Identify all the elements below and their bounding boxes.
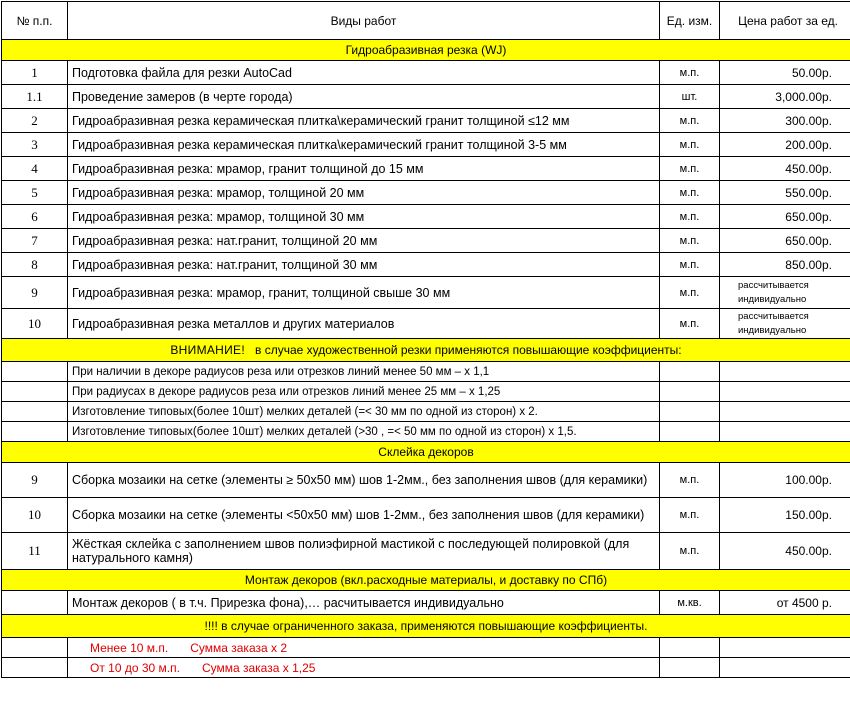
header-works: Виды работ (68, 2, 660, 40)
row-number: 7 (2, 229, 68, 253)
row-number: 11 (2, 533, 68, 570)
row-unit: м.п. (660, 181, 720, 205)
row-number: 9 (2, 463, 68, 498)
row-description: Гидроабразивная резка керамическая плитка\керамический гранит толщиной 3-5 мм (68, 133, 660, 157)
row-price: 450.00р. (720, 533, 850, 570)
row-description: Гидроабразивная резка керамическая плитка\керамический гранит толщиной ≤12 мм (68, 109, 660, 133)
coefficient-text: При наличии в декоре радиусов реза или отрезков линий менее 50 мм – х 1,1 (68, 362, 660, 382)
order-empty-unit (660, 638, 720, 658)
coefficient-empty-unit (660, 422, 720, 442)
row-number: 2 (2, 109, 68, 133)
row-number: 10 (2, 309, 68, 339)
section-install (2, 570, 850, 591)
table-header (2, 2, 850, 40)
coefficient-empty-price (720, 402, 850, 422)
table-row (2, 133, 850, 157)
table-row (2, 591, 850, 615)
order-coefficient (68, 658, 660, 678)
coefficient-empty-unit (660, 382, 720, 402)
table-row (2, 157, 850, 181)
row-unit: м.п. (660, 277, 720, 309)
row-unit: м.п. (660, 533, 720, 570)
coefficient-row (2, 422, 850, 442)
row-number: 5 (2, 181, 68, 205)
row-unit: м.п. (660, 498, 720, 533)
order-range: От 10 до 30 м.п. (90, 661, 180, 675)
row-number: 4 (2, 157, 68, 181)
table-row (2, 85, 850, 109)
price-table (1, 1, 850, 678)
section-decor-glue (2, 442, 850, 463)
row-unit: м.п. (660, 109, 720, 133)
coefficient-text: Изготовление типовых(более 10шт) мелких деталей (>30 , =< 50 мм по одной из сторон) х 1,5. (68, 422, 660, 442)
row-price: 300.00р. (720, 109, 850, 133)
row-description: Сборка мозаики на сетке (элементы <50х50 мм) шов 1-2мм., без заполнения швов (для керамики) (68, 498, 660, 533)
coefficient-empty-price (720, 422, 850, 442)
attention-label: ВНИМАНИЕ! (170, 343, 245, 357)
order-coefficient-row (2, 658, 850, 678)
row-description: Жёсткая склейка с заполнением швов полиэфирной мастикой с последующей полировкой (для натурального камня) (68, 533, 660, 570)
row-description: Гидроабразивная резка: мрамор, толщиной 20 мм (68, 181, 660, 205)
row-description: Гидроабразивная резка металлов и других материалов (68, 309, 660, 339)
row-unit: м.кв. (660, 591, 720, 615)
table-row (2, 109, 850, 133)
row-unit: м.п. (660, 253, 720, 277)
row-unit: шт. (660, 85, 720, 109)
coefficient-empty-num (2, 402, 68, 422)
attention-banner (2, 339, 850, 362)
order-empty-num (2, 638, 68, 658)
row-price: 150.00р. (720, 498, 850, 533)
coefficient-empty-num (2, 362, 68, 382)
order-formula: Сумма заказа х 2 (190, 641, 287, 655)
attention-text: в случае художественной резки применяются повышающие коэффициенты: (255, 343, 682, 357)
row-unit: м.п. (660, 309, 720, 339)
row-description: Гидроабразивная резка: нат.гранит, толщиной 30 мм (68, 253, 660, 277)
table-row (2, 533, 850, 570)
row-number: 6 (2, 205, 68, 229)
order-range: Менее 10 м.п. (90, 641, 168, 655)
coefficient-empty-unit (660, 402, 720, 422)
row-description: Подготовка файла для резки AutoCad (68, 61, 660, 85)
row-number: 3 (2, 133, 68, 157)
row-price: рассчитывается индивидуально (720, 309, 850, 339)
row-number: 8 (2, 253, 68, 277)
section-title: Склейка декоров (2, 442, 850, 463)
limited-order-row (2, 615, 850, 638)
table-row (2, 253, 850, 277)
row-unit: м.п. (660, 61, 720, 85)
attention-row (2, 339, 850, 362)
coefficient-text: При радиусах в декоре радиусов реза или отрезков линий менее 25 мм – х 1,25 (68, 382, 660, 402)
coefficient-row (2, 382, 850, 402)
row-unit: м.п. (660, 205, 720, 229)
row-unit: м.п. (660, 463, 720, 498)
coefficient-empty-num (2, 382, 68, 402)
section-title: Монтаж декоров (вкл.расходные материалы, и доставку по СПб) (2, 570, 850, 591)
order-coefficient-row (2, 638, 850, 658)
order-empty-price (720, 638, 850, 658)
header-unit: Ед. изм. (660, 2, 720, 40)
table-row (2, 229, 850, 253)
coefficient-empty-num (2, 422, 68, 442)
row-description: Монтаж декоров ( в т.ч. Прирезка фона),… расчитывается индивидуально (68, 591, 660, 615)
table-row (2, 61, 850, 85)
coefficient-row (2, 402, 850, 422)
row-description: Гидроабразивная резка: мрамор, толщиной 30 мм (68, 205, 660, 229)
row-unit: м.п. (660, 157, 720, 181)
coefficient-empty-price (720, 362, 850, 382)
row-price: 850.00р. (720, 253, 850, 277)
limited-order-banner: !!!! в случае ограниченного заказа, применяются повышающие коэффициенты. (2, 615, 850, 638)
header-num: № п.п. (2, 2, 68, 40)
coefficient-empty-price (720, 382, 850, 402)
table-row (2, 309, 850, 339)
row-number: 9 (2, 277, 68, 309)
row-description: Гидроабразивная резка: нат.гранит, толщиной 20 мм (68, 229, 660, 253)
row-price: 50.00р. (720, 61, 850, 85)
order-empty-num (2, 658, 68, 678)
order-coefficient (68, 638, 660, 658)
row-number: 1.1 (2, 85, 68, 109)
row-number (2, 591, 68, 615)
order-formula: Сумма заказа х 1,25 (202, 661, 315, 675)
row-price: 650.00р. (720, 229, 850, 253)
table-row (2, 463, 850, 498)
row-price: рассчитывается индивидуально (720, 277, 850, 309)
header-price: Цена работ за ед. (720, 2, 850, 40)
row-description: Проведение замеров (в черте города) (68, 85, 660, 109)
order-empty-price (720, 658, 850, 678)
coefficient-empty-unit (660, 362, 720, 382)
row-price: от 4500 р. (720, 591, 850, 615)
coefficient-row (2, 362, 850, 382)
row-price: 100.00р. (720, 463, 850, 498)
row-description: Гидроабразивная резка: мрамор, гранит, толщиной свыше 30 мм (68, 277, 660, 309)
row-price: 200.00р. (720, 133, 850, 157)
row-number: 10 (2, 498, 68, 533)
row-number: 1 (2, 61, 68, 85)
section-title: Гидроабразивная резка (WJ) (2, 40, 850, 61)
row-price: 550.00р. (720, 181, 850, 205)
order-empty-unit (660, 658, 720, 678)
table-row (2, 181, 850, 205)
row-price: 3,000.00р. (720, 85, 850, 109)
row-price: 650.00р. (720, 205, 850, 229)
table-row (2, 498, 850, 533)
table-row (2, 277, 850, 309)
row-price: 450.00р. (720, 157, 850, 181)
section-waterjet (2, 40, 850, 61)
table-row (2, 205, 850, 229)
coefficient-text: Изготовление типовых(более 10шт) мелких деталей (=< 30 мм по одной из сторон) х 2. (68, 402, 660, 422)
row-description: Сборка мозаики на сетке (элементы ≥ 50х50 мм) шов 1-2мм., без заполнения швов (для керамики) (68, 463, 660, 498)
row-unit: м.п. (660, 133, 720, 157)
row-unit: м.п. (660, 229, 720, 253)
row-description: Гидроабразивная резка: мрамор, гранит толщиной до 15 мм (68, 157, 660, 181)
